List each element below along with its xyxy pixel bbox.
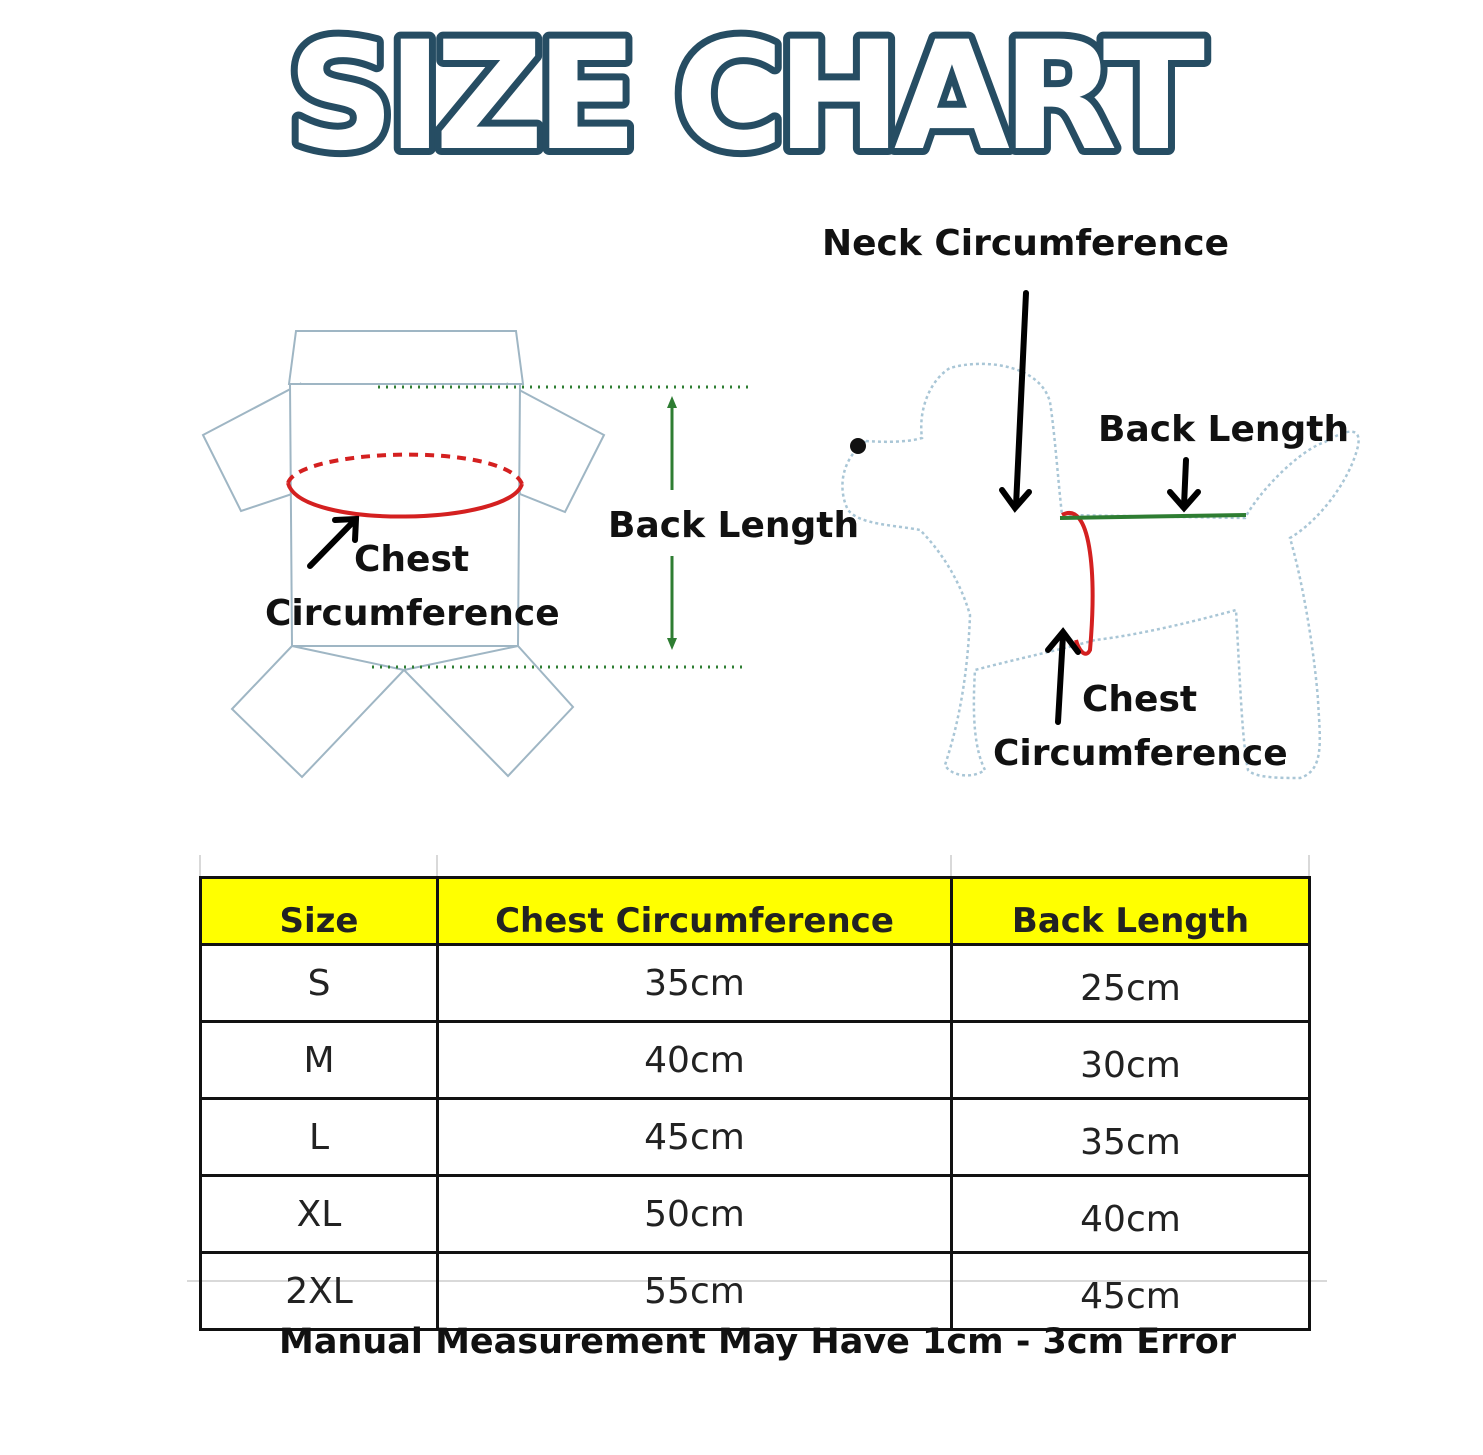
table-row [201, 1022, 1310, 1099]
cell-chest: 55cm [438, 1253, 952, 1330]
cell-back: 40cm [952, 1176, 1310, 1253]
cell-back: 25cm [952, 945, 1310, 1022]
cell-size: XL [201, 1176, 438, 1253]
title-text: SIZE CHART [286, 10, 1198, 184]
header-chest: Chest Circumference [438, 878, 952, 945]
header-size: Size [201, 878, 438, 945]
dog-chest-arrow [1048, 632, 1078, 722]
header-back: Back Length [952, 878, 1310, 945]
table-row [201, 1176, 1310, 1253]
table-row [201, 1253, 1310, 1330]
cell-back: 45cm [952, 1253, 1310, 1330]
measurement-diagram [0, 180, 1483, 840]
cell-chest: 50cm [438, 1176, 952, 1253]
cell-chest: 35cm [438, 945, 952, 1022]
garment-chest-label-line2: Circumference [265, 593, 560, 634]
garment-chest-label-line1: Chest [354, 539, 470, 580]
dog-chest-label-line1: Chest [1082, 679, 1198, 720]
dog-neck-label: Neck Circumference [822, 223, 1229, 264]
cell-chest: 40cm [438, 1022, 952, 1099]
dog-neck-arrow [1002, 293, 1029, 508]
cell-size: M [201, 1022, 438, 1099]
size-table [199, 876, 1311, 1331]
cell-back: 30cm [952, 1022, 1310, 1099]
cell-chest: 45cm [438, 1099, 952, 1176]
table-row [201, 1099, 1310, 1176]
garment-right-sleeve [508, 384, 604, 512]
measurement-footnote: Manual Measurement May Have 1cm - 3cm Error [278, 1322, 1237, 1362]
cell-size: L [201, 1099, 438, 1176]
dog-chest-label-line2: Circumference [993, 733, 1288, 774]
garment-left-leg [232, 646, 404, 777]
dog-nose [850, 438, 866, 454]
dog-back-label: Back Length [1098, 409, 1350, 450]
dog-back-arrow [1170, 460, 1198, 508]
table-row [201, 945, 1310, 1022]
garment-collar [289, 331, 523, 384]
cell-back: 35cm [952, 1099, 1310, 1176]
garment-left-sleeve [203, 384, 300, 511]
title-graphic [0, 0, 1483, 190]
table-header-row [201, 878, 1310, 945]
cell-size: S [201, 945, 438, 1022]
garment-back-label: Back Length [608, 505, 860, 546]
page-title [0, 0, 1483, 190]
cell-size: 2XL [201, 1253, 438, 1330]
